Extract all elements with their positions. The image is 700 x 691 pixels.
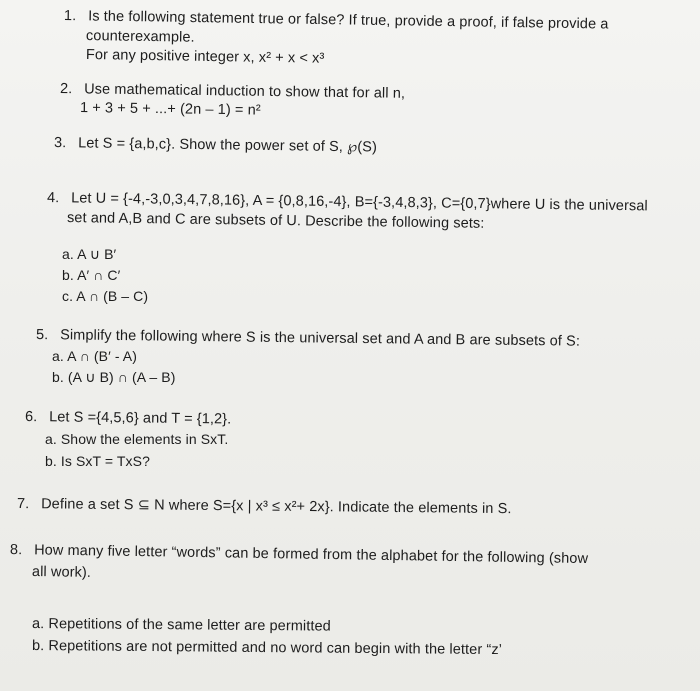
question-5-line-1 bbox=[36, 327, 580, 350]
question-8-line-2: all work). bbox=[31, 564, 92, 581]
question-5-part-a: a. A ∩ (B′ - A) bbox=[52, 348, 137, 364]
question-4-part-c: c. A ∩ (B – C) bbox=[62, 288, 149, 304]
question-3-number: 3. bbox=[53, 135, 67, 152]
question-1-text: Is the following statement true or false? If true, provide a proof, if false provide a bbox=[88, 8, 609, 33]
question-4-part-b: b. A′ ∩ C′ bbox=[62, 267, 121, 283]
question-4-line-2: set and A,B and C are subsets of U. Describe the following sets: bbox=[66, 210, 485, 232]
question-6-line-1 bbox=[25, 409, 231, 428]
question-8-text: How many five letter “words” can be formed from the alphabet for the following (show bbox=[34, 542, 589, 568]
question-3-line-1 bbox=[54, 135, 377, 156]
question-6-text: Let S ={4,5,6} and T = {1,2}. bbox=[49, 409, 232, 428]
question-4-number: 4. bbox=[46, 190, 60, 207]
question-5-part-b: b. (A ∪ B) ∩ (A – B) bbox=[52, 369, 176, 385]
question-7-line-1 bbox=[17, 496, 512, 517]
question-1-line-2: counterexample. bbox=[85, 28, 195, 46]
question-5-number: 5. bbox=[35, 327, 49, 344]
question-8-part-a: a. Repetitions of the same letter are permitted bbox=[31, 616, 331, 635]
question-4-text: Let U = {-4,-3,0,3,4,7,8,16}, A = {0,8,16,-4}, B={-3,4,8,3}, C={0,7}where U is the universal bbox=[71, 190, 648, 215]
question-8-line-1 bbox=[10, 542, 588, 567]
question-8-part-b: b. Repetitions are not permitted and no word can begin with the letter “z’ bbox=[31, 638, 503, 659]
question-2-number: 2. bbox=[59, 81, 73, 98]
question-1-number: 1. bbox=[63, 8, 77, 25]
question-6-number: 6. bbox=[24, 409, 38, 426]
question-5-text: Simplify the following where S is the universal set and A and B are subsets of S: bbox=[60, 327, 581, 350]
question-6-part-a: a. Show the elements in SxT. bbox=[45, 431, 229, 447]
question-7-number: 7. bbox=[16, 496, 30, 513]
question-4-part-a: a. A ∪ B′ bbox=[62, 246, 117, 262]
question-8-number: 8. bbox=[9, 542, 23, 559]
question-6-part-b: b. Is SxT = TxS? bbox=[45, 453, 150, 469]
question-2-line-1 bbox=[60, 81, 405, 102]
question-2-text: Use mathematical induction to show that for all n, bbox=[84, 81, 406, 102]
question-7-text: Define a set S ⊆ N where S={x | x³ ≤ x²+ 2x}. Indicate the elements in S. bbox=[41, 496, 512, 518]
question-2-equation: 1 + 3 + 5 + ...+ (2n – 1) = n² bbox=[79, 100, 261, 119]
question-1-statement: For any positive integer x, x² + x < x³ bbox=[85, 47, 325, 67]
question-3-text: Let S = {a,b,c}. Show the power set of S, ℘(S) bbox=[78, 135, 378, 156]
